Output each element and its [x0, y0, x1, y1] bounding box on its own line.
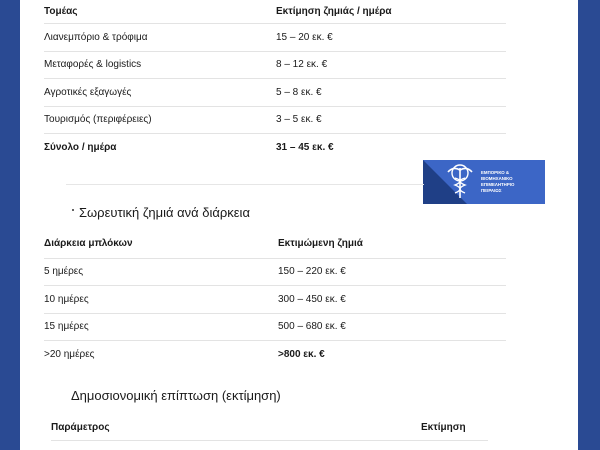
column-header: Εκτίμηση ζημιάς / ημέρα	[276, 5, 392, 17]
bullet-marker	[72, 209, 74, 211]
table-header-row	[51, 416, 488, 440]
section-heading: Δημοσιονομική επίπτωση (εκτίμηση)	[71, 388, 281, 403]
column-header: Εκτιμώμενη ζημιά	[278, 238, 363, 250]
table-header-row	[44, 0, 506, 23]
column-header: Τομέας	[44, 5, 78, 17]
table-cell: >800 εκ. €	[278, 348, 325, 360]
table-cell: 15 ημέρες	[44, 321, 89, 332]
table-header-row	[44, 230, 506, 258]
document-page	[20, 0, 578, 450]
table-cell: 10 ημέρες	[44, 293, 89, 305]
table-row	[44, 340, 506, 368]
table-cell: 5 – 8 εκ. €	[276, 86, 322, 98]
table-cell: 8 – 12 εκ. €	[276, 59, 328, 70]
table-cell: 150 – 220 εκ. €	[278, 266, 346, 277]
table-total-row	[44, 133, 506, 161]
table-cell: Μεταφορές & logistics	[44, 59, 142, 70]
table-cell: 500 – 680 εκ. €	[278, 321, 346, 332]
chamber-logo	[423, 160, 545, 204]
table-row	[44, 313, 506, 340]
table-cell: Λιανεμπόριο & τρόφιμα	[44, 31, 148, 43]
table-row	[44, 78, 506, 106]
sector-damage-table	[44, 0, 506, 161]
divider	[66, 184, 424, 185]
table-row	[44, 23, 506, 51]
table-cell: >20 ημέρες	[44, 348, 95, 360]
table-cell: 300 – 450 εκ. €	[278, 293, 346, 305]
caduceus-icon	[445, 164, 475, 200]
table-row	[44, 106, 506, 133]
logo-text: ΕΜΠΟΡΙΚΟ & ΒΙΟΜΗΧΑΝΙΚΟ ΕΠΙΜΕΛΗΤΗΡΙΟ ΠΕΙΡΑΙΩΣ	[481, 170, 515, 193]
duration-damage-table	[44, 230, 506, 368]
fiscal-impact-table	[51, 416, 488, 441]
column-header: Παράμετρος	[51, 422, 110, 434]
section-heading: Σωρευτική ζημιά ανά διάρκεια	[79, 205, 250, 220]
table-row	[44, 51, 506, 78]
column-header: Εκτίμηση	[421, 422, 466, 434]
table-cell: Αγροτικές εξαγωγές	[44, 86, 132, 98]
table-row	[44, 285, 506, 313]
table-cell: 15 – 20 εκ. €	[276, 31, 333, 43]
table-row	[44, 258, 506, 285]
column-header: Διάρκεια μπλόκων	[44, 238, 133, 250]
table-cell: 5 ημέρες	[44, 266, 84, 277]
table-cell: 3 – 5 εκ. €	[276, 114, 322, 125]
table-cell: Σύνολο / ημέρα	[44, 141, 117, 153]
table-cell: 31 – 45 εκ. €	[276, 141, 334, 153]
table-cell: Τουρισμός (περιφέρειες)	[44, 114, 152, 125]
